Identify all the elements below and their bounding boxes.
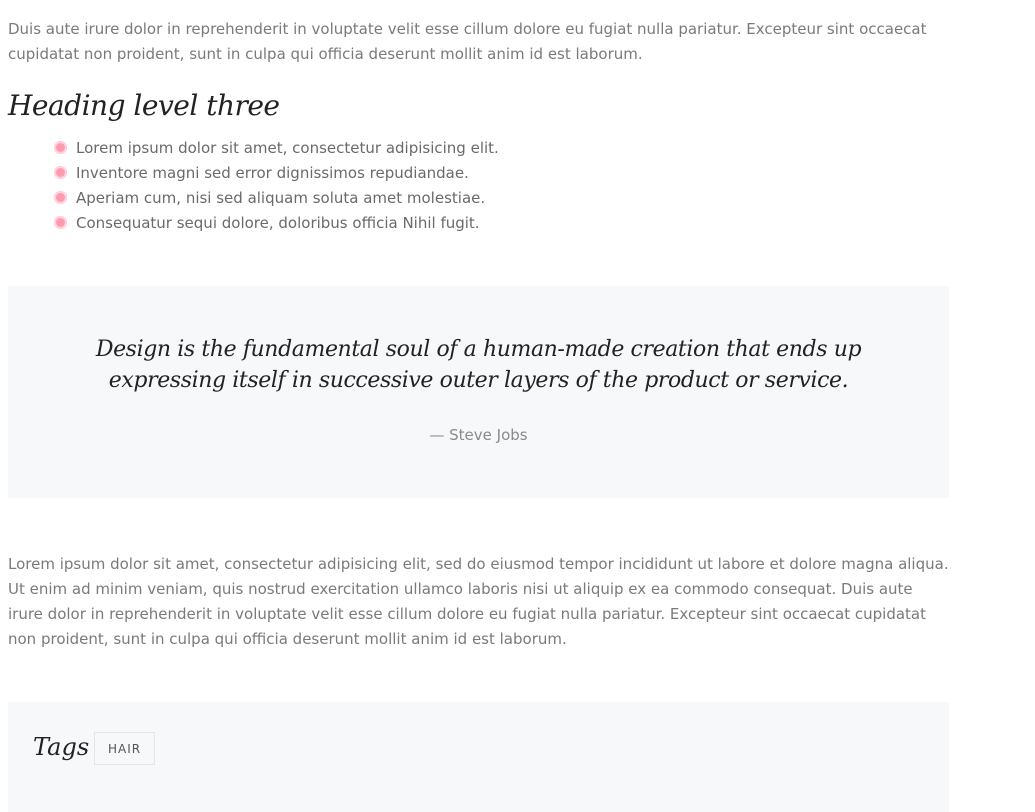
bullet-dot-icon — [54, 166, 67, 179]
list-item — [54, 211, 499, 236]
list-item — [54, 161, 499, 186]
bullet-list — [54, 136, 499, 236]
quote-author: — Steve Jobs — [429, 426, 528, 444]
list-item-text: Lorem ipsum dolor sit amet, consectetur adipisicing elit. — [76, 139, 499, 157]
list-item-text: Inventore magni sed error dignissimos repudiandae. — [76, 164, 469, 182]
tags-section — [8, 702, 949, 812]
intro-paragraph: Duis aute irure dolor in reprehenderit in voluptate velit esse cillum dolore eu fugiat nulla pariatur. Excepteur sint occaecat cupidatat non proident, sunt in culpa qui officia deserunt mollit anim id est laborum. — [8, 20, 927, 63]
tags-title: Tags — [33, 733, 90, 761]
bullet-dot-icon — [54, 141, 67, 154]
list-item — [54, 136, 499, 161]
blockquote — [8, 286, 949, 498]
list-item — [54, 186, 499, 211]
heading-level-three: Heading level three — [8, 89, 280, 122]
list-item-text: Aperiam cum, nisi sed aliquam soluta amet molestiae. — [76, 189, 486, 207]
bullet-dot-icon — [54, 216, 67, 229]
quote-text: Design is the fundamental soul of a human-made creation that ends up expressing itself in successive outer layers of the product or service. — [95, 337, 862, 393]
bullet-dot-icon — [54, 191, 67, 204]
list-item-text: Consequatur sequi dolore, doloribus officia Nihil fugit. — [76, 214, 480, 232]
tag-hair[interactable]: HAIR — [94, 732, 155, 765]
lorem-paragraph: Lorem ipsum dolor sit amet, consectetur adipisicing elit, sed do eiusmod tempor incididunt ut labore et dolore magna aliqua. Ut enim ad minim veniam, quis nostrud exercitation ullamco laboris nisi ut aliquip ex ea commodo consequat. Duis aute irure dolor in reprehenderit in voluptate velit esse cillum dolore eu fugiat nulla pariatur. Excepteur sint occaecat cupidatat non proident, sunt in culpa qui officia deserunt mollit anim id est laborum. — [8, 555, 949, 648]
